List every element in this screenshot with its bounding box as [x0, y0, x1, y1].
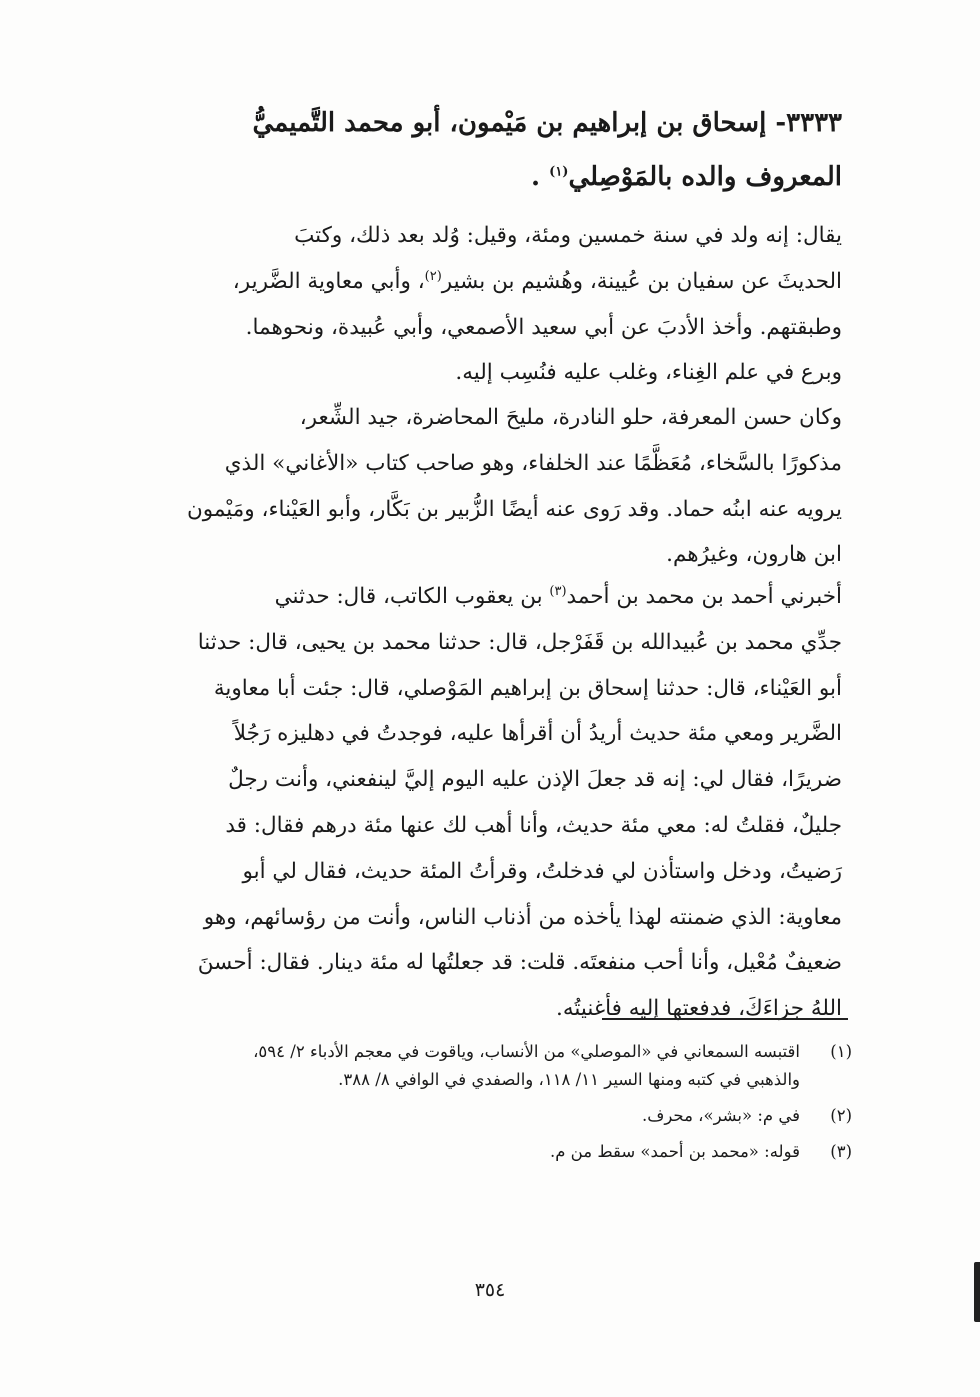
- footnote-2-line-1: في م: «بشر»، محرف.: [641, 1106, 800, 1125]
- heading-line-2-text: المعروف والده بالمَوْصِلي: [568, 162, 842, 192]
- paragraph-3-line-2: جدِّي محمد بن عُبيدالله بن قَفَرْجل، قال: حدثنا محمد بن يحيى، قال: حدثنا: [197, 629, 842, 655]
- paragraph-3-line-4: الضَّرير ومعي مئة حديث أريدُ أن أقرأها عليه، فوجدتُ في دهليزه رَجُلاً: [233, 721, 842, 747]
- footnote-1-line-2: والذهبي في كتبه ومنها السير ١١/ ١١٨، والصفدي في الوافي ٨/ ٣٨٨.: [338, 1070, 800, 1089]
- footnote-2-body: [140, 1102, 800, 1130]
- footnote-3: [140, 1138, 852, 1166]
- footnote-separator: [602, 1018, 848, 1020]
- paragraph-2-line-2: مذكورًا بالسَّخاء، مُعَظَّمًا عند الخلفاء، وهو صاحب كتاب «الأغاني» الذي: [224, 450, 842, 476]
- paragraph-2: [130, 395, 842, 578]
- entry-heading: [130, 96, 842, 204]
- paragraph-3-line-6: جليلٌ، فقلتُ له: معي مئة حديث، وأنا أهب لك عنها مئة درهم فقال: قد: [225, 812, 842, 838]
- paragraph-1-line-2-text: الحديثَ عن سفيان بن عُيينة، وهُشيم بن بشير: [441, 268, 842, 294]
- heading-line-2: [130, 150, 842, 204]
- footnote-ref-2: (٢): [424, 268, 442, 284]
- paragraph-3-line-3: أبو العَيْناء، قال: حدثنا إسحاق بن إبراهيم المَوْصلي، قال: جئت أبا معاوية: [213, 675, 842, 701]
- footnote-1-number: (١): [830, 1042, 852, 1061]
- footnote-3-body: [140, 1138, 800, 1166]
- footnote-ref-1: (١): [549, 164, 569, 180]
- paragraph-3-line-1: [130, 574, 842, 620]
- paragraph-1-line-3: وطبقتهم. وأخذ الأدبَ عن أبي سعيد الأصمعي، وأبي عُبيدة، ونحوهما.: [245, 314, 842, 340]
- footnote-2-number: (٢): [830, 1106, 852, 1125]
- heading-end: .: [531, 162, 541, 192]
- footnote-3-number: (٣): [830, 1142, 852, 1161]
- paragraph-3-line-1-before: أخبرني أحمد بن محمد بن أحمد: [566, 584, 842, 609]
- paragraph-1-line-1: يقال: إنه ولد في سنة خمسين ومئة، وقيل: وُلد بعد ذلك، وكتبَ: [294, 223, 842, 248]
- paragraph-3-line-9: ضعيفٌ مُعْيل، وأنا أحب منفعتَه. قلت: قد جعلتُها له مئة دينار. فقال: أحسنَ: [197, 950, 842, 976]
- paragraph-1-line-2: [130, 259, 842, 305]
- paragraph-3-line-10: اللهُ جزاءَكَ، فدفعتها إليه فأغنيتُه.: [556, 996, 842, 1022]
- paragraph-2-line-1: وكان حسن المعرفة، حلو النادرة، مليحَ المحاضرة، جيد الشِّعر،: [299, 405, 842, 430]
- footnote-3-line-1: قوله: «محمد بن أحمد» سقط من م.: [549, 1142, 800, 1161]
- footnotes: [140, 1038, 852, 1174]
- paragraph-1: [130, 213, 842, 396]
- paragraph-1-line-2-after: ، وأبي معاوية الضَّرير،: [232, 268, 425, 294]
- heading-line-1: ٣٣٣٣- إسحاق بن إبراهيم بن مَيْمون، أبو محمد التَّميميُّ: [252, 108, 842, 138]
- footnote-1: [140, 1038, 852, 1094]
- paragraph-2-line-4: ابن هارون، وغيرُهم.: [666, 542, 842, 568]
- footnote-1-body: [140, 1038, 800, 1094]
- footnote-1-line-1: اقتبسه السمعاني في «الموصلي» من الأنساب، وياقوت في معجم الأدباء ٢/ ٥٩٤،: [253, 1042, 800, 1061]
- paragraph-3-line-7: رَضيتُ، ودخل واستأذن لي فدخلتُ، وقرأتُ المئة حديث، فقال لي أبو: [242, 858, 842, 884]
- paragraph-3: [130, 574, 842, 1032]
- paragraph-3-line-5: ضريرًا، فقال لي: إنه قد جعلَ الإذن عليه اليوم إليَّ لينفعني، وأنت رجلٌ: [228, 767, 842, 793]
- paragraph-2-line-3: يرويه عنه ابنُه حماد. وقد رَوى عنه أيضًا الزُّبير بن بَكَّار، وأبو العَيْناء، ومَيْمون: [186, 496, 842, 522]
- paragraph-1-line-4: وبرع في علم الغِناء، وغلب عليه فنُسِب إليه.: [455, 360, 842, 386]
- paragraph-3-line-1-after: بن يعقوب الكاتب، قال: حدثني: [274, 584, 550, 609]
- footnote-2: [140, 1102, 852, 1130]
- paragraph-3-line-8: معاوية: الذي ضمنته لهذا يأخذه من أذناب الناس، وأنت من رؤسائهم، وهو: [203, 904, 842, 930]
- footnote-ref-3: (٣): [549, 583, 567, 599]
- scan-edge-mark: [974, 1262, 980, 1322]
- page-number: ٣٥٤: [474, 1279, 506, 1301]
